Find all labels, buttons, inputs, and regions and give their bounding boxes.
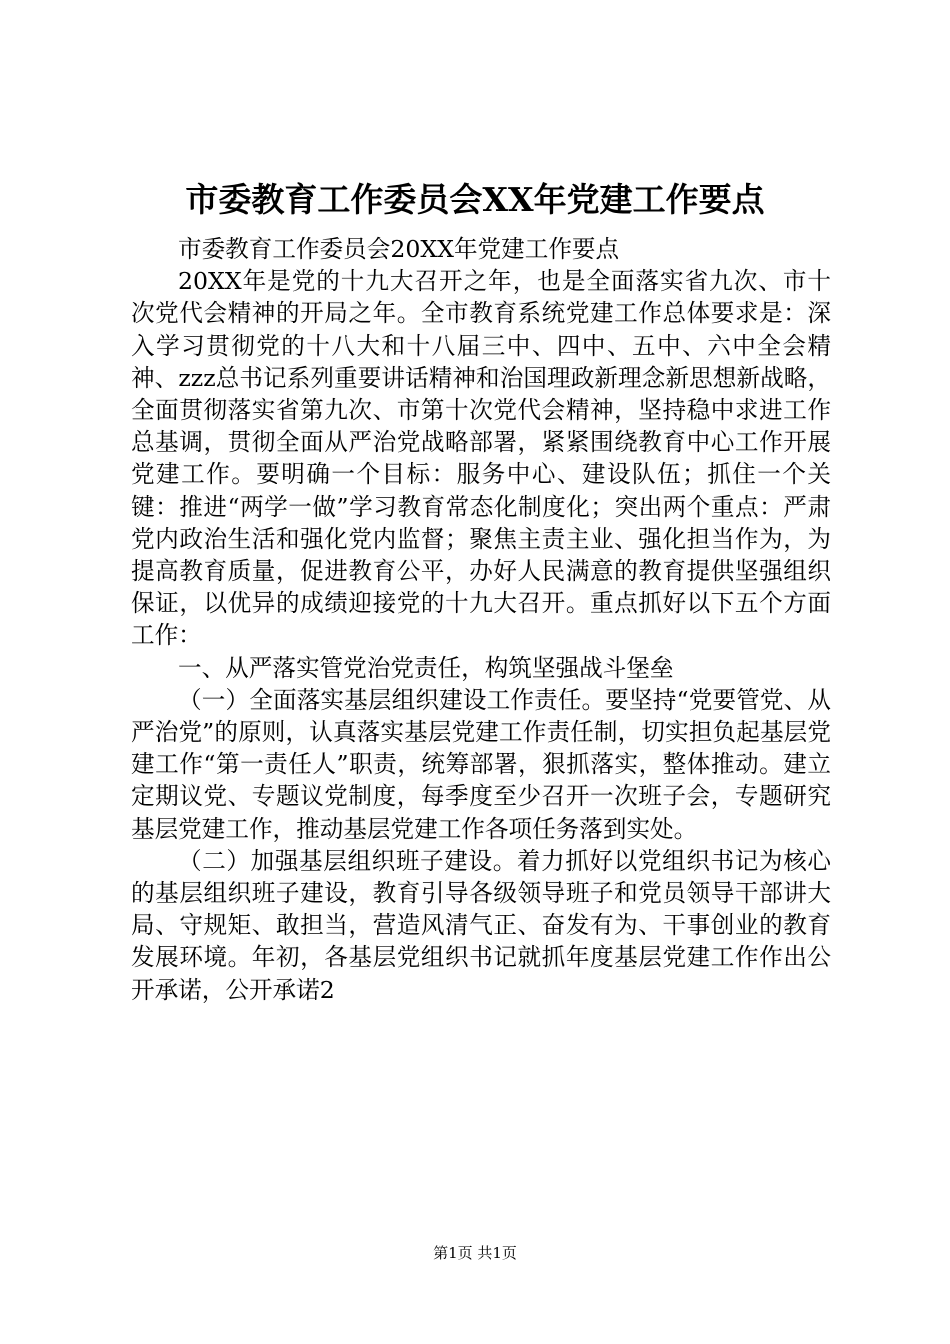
paragraph-item-1: （一）全面落实基层组织建设工作责任。要坚持“党要管党、从严治党”的原则，认真落实基层党建工作责任制，切实担负起基层党建工作“第一责任人”职责，统筹部署，狠抓落实，整体推动。建立定期议党、专题议党制度，每季度至少召开一次班子会，专题研究基层党建工作，推动基层党建工作各项任务落到实处。 xyxy=(131,685,831,843)
paragraph-overview: 20XX年是党的十九大召开之年，也是全面落实省九次、市十次党代会精神的开局之年。全市教育系统党建工作总体要求是：深入学习贯彻党的十八大和十八届三中、四中、五中、六中全会精神、zzz总书记系列重要讲话精神和治国理政新理念新思想新战略，全面贯彻落实省第九次、市第十次党代会精神，坚持稳中求进工作总基调，贯彻全面从严治党战略部署，紧紧围绕教育中心工作开展党建工作。要明确一个目标：服务中心、建设队伍；抓住一个关键：推进“两学一做”学习教育常态化制度化；突出两个重点：严肃党内政治生活和强化党内监督；聚焦主责主业、强化担当作为，为提高教育质量，促进教育公平，办好人民满意的教育提供坚强组织保证，以优异的成绩迎接党的十九大召开。重点抓好以下五个方面工作： xyxy=(131,267,831,650)
paragraph-subtitle: 市委教育工作委员会20XX年党建工作要点 xyxy=(178,235,620,263)
document-title: 市委教育工作委员会XX年党建工作要点 xyxy=(185,180,765,219)
paragraph-item-2: （二）加强基层组织班子建设。着力抓好以党组织书记为核心的基层组织班子建设，教育引导各级领导班子和党员领导干部讲大局、守规矩、敢担当，营造风清气正、奋发有为、干事创业的教育发展环境。年初，各基层党组织书记就抓年度基层党建工作作出公开承诺，公开承诺2 xyxy=(131,846,831,1004)
paragraph-section-heading-1: 一、从严落实管党治党责任，构筑坚强战斗堡垒 xyxy=(178,653,674,682)
page-number-footer: 第1页 共1页 xyxy=(433,1244,517,1262)
document-body xyxy=(131,233,831,1006)
